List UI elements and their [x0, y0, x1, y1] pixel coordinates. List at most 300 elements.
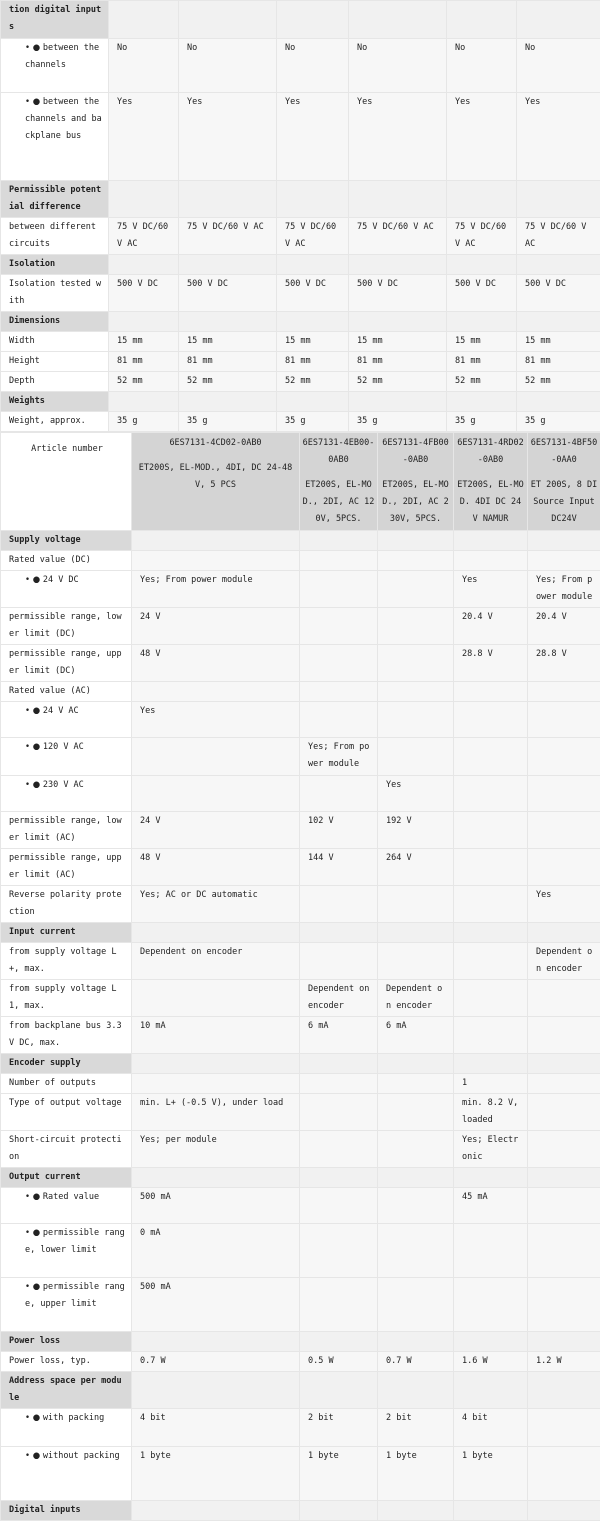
spec-value: 1 byte [454, 1447, 528, 1501]
spec-value: 144 V [300, 849, 378, 886]
spec-value: Yes [517, 93, 600, 181]
spec-label: • ● with packing [1, 1409, 132, 1447]
spec-label: from supply voltage L+, max. [1, 943, 132, 980]
section-row [1, 1332, 600, 1352]
spec-value: 35 g [109, 412, 179, 432]
spec-value: 35 g [277, 412, 349, 432]
spec-value [300, 1224, 378, 1278]
spec-value [454, 682, 528, 702]
section-fill-cell [378, 1332, 454, 1352]
section-fill-cell [378, 1054, 454, 1074]
spec-value: No [179, 39, 277, 93]
section-heading: Permissible potential difference [1, 181, 109, 218]
spec-value [300, 1131, 378, 1168]
section-fill-cell [277, 255, 349, 275]
section-fill-cell [109, 312, 179, 332]
spec-label: • ● permissible range, lower limit [1, 1224, 132, 1278]
spec-value [454, 886, 528, 923]
spec-label: permissible range, lower limit (AC) [1, 812, 132, 849]
bullet-icon [25, 1192, 43, 1202]
spec-row [1, 352, 600, 372]
section-fill-cell [528, 1332, 600, 1352]
spec-value [378, 1278, 454, 1332]
section-fill-cell [300, 1332, 378, 1352]
section-fill-cell [109, 181, 179, 218]
spec-value: 2 bit [378, 1409, 454, 1447]
article-description: ET200S, EL-MOD. 4DI DC 24 V NAMUR [456, 477, 525, 528]
section-fill-cell [179, 181, 277, 218]
article-column-header [528, 433, 600, 531]
bullet-icon [25, 575, 43, 585]
section-fill-cell [454, 1372, 528, 1409]
spec-value: 15 mm [349, 332, 447, 352]
spec-value: 0.5 W [300, 1352, 378, 1372]
spec-row [1, 776, 600, 812]
spec-value: Yes; Electronic [454, 1131, 528, 1168]
spec-value: 24 V [132, 812, 300, 849]
spec-label: permissible range, lower limit (DC) [1, 608, 132, 645]
spec-value [528, 812, 600, 849]
spec-value [300, 551, 378, 571]
spec-value: Yes [349, 93, 447, 181]
spec-value: 15 mm [447, 332, 517, 352]
section-heading: Address space per module [1, 1372, 132, 1409]
spec-value: 4 bit [132, 1409, 300, 1447]
section-fill-cell [517, 1, 600, 39]
section-fill-cell [132, 923, 300, 943]
spec-value [528, 776, 600, 812]
section-row [1, 181, 600, 218]
bullet-icon [25, 1413, 43, 1423]
section-heading: Output current [1, 1168, 132, 1188]
spec-value: 192 V [378, 812, 454, 849]
spec-value [132, 980, 300, 1017]
spec-label: Number of outputs [1, 1074, 132, 1094]
spec-value [528, 1447, 600, 1501]
bullet-icon [25, 1451, 43, 1461]
spec-value: 81 mm [349, 352, 447, 372]
section-fill-cell [132, 1372, 300, 1409]
section-fill-cell [179, 1, 277, 39]
section-fill-cell [378, 1168, 454, 1188]
spec-value [300, 886, 378, 923]
section-fill-cell [349, 1, 447, 39]
section-fill-cell [349, 181, 447, 218]
spec-label: • ● between the channels and backplane bus [1, 93, 109, 181]
section-row [1, 1054, 600, 1074]
spec-value: min. L+ (-0.5 V), under load [132, 1094, 300, 1131]
spec-value [528, 738, 600, 776]
spec-label: Rated value (DC) [1, 551, 132, 571]
section-row [1, 923, 600, 943]
spec-value: 35 g [179, 412, 277, 432]
spec-value: 2 bit [300, 1409, 378, 1447]
section-fill-cell [528, 1501, 600, 1521]
spec-value: 102 V [300, 812, 378, 849]
spec-value [300, 1188, 378, 1224]
spec-value [300, 702, 378, 738]
spec-value [300, 776, 378, 812]
spec-value: 48 V [132, 645, 300, 682]
spec-value: No [517, 39, 600, 93]
spec-value: 81 mm [277, 352, 349, 372]
spec-label: Power loss, typ. [1, 1352, 132, 1372]
section-fill-cell [300, 1054, 378, 1074]
spec-value: Dependent on encoder [300, 980, 378, 1017]
spec-value: 10 mA [132, 1017, 300, 1054]
section-row [1, 392, 600, 412]
section-fill-cell [132, 1332, 300, 1352]
spec-label: Width [1, 332, 109, 352]
spec-value [378, 571, 454, 608]
spec-value [454, 812, 528, 849]
bullet-icon [25, 43, 43, 53]
spec-value: No [109, 39, 179, 93]
section-fill-cell [132, 1501, 300, 1521]
spec-value [454, 702, 528, 738]
spec-value: 6 mA [300, 1017, 378, 1054]
spec-value: 52 mm [179, 372, 277, 392]
spec-value: 81 mm [517, 352, 600, 372]
spec-value: 500 mA [132, 1278, 300, 1332]
spec-row [1, 702, 600, 738]
spec-value: 500 V DC [277, 275, 349, 312]
spec-value [528, 1188, 600, 1224]
spec-value: 52 mm [277, 372, 349, 392]
section-fill-cell [277, 1, 349, 39]
spec-value [454, 849, 528, 886]
spec-value [528, 1017, 600, 1054]
spec-row [1, 980, 600, 1017]
spec-value: 500 V DC [517, 275, 600, 312]
spec-value [378, 886, 454, 923]
spec-row [1, 943, 600, 980]
spec-value: 81 mm [179, 352, 277, 372]
section-heading: Dimensions [1, 312, 109, 332]
spec-value: 6 mA [378, 1017, 454, 1054]
spec-value: 1 byte [378, 1447, 454, 1501]
spec-value [300, 645, 378, 682]
bullet-icon [25, 1228, 43, 1238]
spec-value [378, 702, 454, 738]
spec-value: 15 mm [179, 332, 277, 352]
bullet-icon [25, 97, 43, 107]
spec-value: Yes; per module [132, 1131, 300, 1168]
spec-row [1, 608, 600, 645]
section-fill-cell [378, 1372, 454, 1409]
spec-value: 35 g [517, 412, 600, 432]
section-fill-cell [447, 255, 517, 275]
spec-value [528, 1278, 600, 1332]
section-fill-cell [447, 392, 517, 412]
section-fill-cell [454, 1501, 528, 1521]
section-fill-cell [132, 1054, 300, 1074]
section-fill-cell [528, 531, 600, 551]
spec-value: 75 V DC/60 V AC [517, 218, 600, 255]
spec-value [454, 943, 528, 980]
article-column-header [378, 433, 454, 531]
spec-value: 28.8 V [528, 645, 600, 682]
spec-value: 75 V DC/60 V AC [179, 218, 277, 255]
section-fill-cell [277, 181, 349, 218]
section-fill-cell [528, 1168, 600, 1188]
spec-row [1, 1188, 600, 1224]
spec-row [1, 1447, 600, 1501]
section-row [1, 255, 600, 275]
spec-value [300, 1094, 378, 1131]
spec-value: 1 [454, 1074, 528, 1094]
spec-value [528, 1094, 600, 1131]
section-fill-cell [109, 392, 179, 412]
section-heading: Digital inputs [1, 1501, 132, 1521]
section-fill-cell [277, 392, 349, 412]
spec-value [528, 702, 600, 738]
spec-label: • ● between the channels [1, 39, 109, 93]
spec-value: 24 V [132, 608, 300, 645]
spec-value [454, 1017, 528, 1054]
section-fill-cell [109, 1, 179, 39]
spec-label: permissible range, upper limit (DC) [1, 645, 132, 682]
section-fill-cell [447, 312, 517, 332]
article-number-label: Article number [1, 433, 132, 531]
spec-row [1, 571, 600, 608]
section-fill-cell [517, 312, 600, 332]
spec-value: No [349, 39, 447, 93]
spec-value: min. 8.2 V, loaded [454, 1094, 528, 1131]
spec-row [1, 93, 600, 181]
spec-value: 48 V [132, 849, 300, 886]
spec-value: 81 mm [447, 352, 517, 372]
spec-value: Yes [109, 93, 179, 181]
spec-label: Reverse polarity protection [1, 886, 132, 923]
spec-label: • ● 24 V DC [1, 571, 132, 608]
spec-value: No [277, 39, 349, 93]
section-fill-cell [454, 1168, 528, 1188]
spec-label: Depth [1, 372, 109, 392]
spec-value: 1 byte [300, 1447, 378, 1501]
section-fill-cell [378, 1501, 454, 1521]
spec-label: • ● 120 V AC [1, 738, 132, 776]
section-fill-cell [517, 255, 600, 275]
spec-label: permissible range, upper limit (AC) [1, 849, 132, 886]
section-fill-cell [277, 312, 349, 332]
spec-row [1, 1278, 600, 1332]
section-fill-cell [517, 181, 600, 218]
spec-value [528, 682, 600, 702]
spec-value: Dependent on encoder [528, 943, 600, 980]
spec-row [1, 551, 600, 571]
spec-row [1, 682, 600, 702]
section-heading: Encoder supply [1, 1054, 132, 1074]
section-heading: Input current [1, 923, 132, 943]
section-row [1, 531, 600, 551]
spec-value [528, 980, 600, 1017]
section-fill-cell [300, 1168, 378, 1188]
spec-label: Type of output voltage [1, 1094, 132, 1131]
spec-value: 500 V DC [349, 275, 447, 312]
section-row [1, 1168, 600, 1188]
article-description: ET200S, EL-MOD., 2DI, AC 120V, 5PCS. [302, 477, 375, 528]
spec-value [528, 849, 600, 886]
spec-value [454, 551, 528, 571]
spec-label: • ● Rated value [1, 1188, 132, 1224]
spec-value [378, 645, 454, 682]
spec-value [528, 551, 600, 571]
section-heading: tion digital inputs [1, 1, 109, 39]
section-fill-cell [447, 181, 517, 218]
spec-value: 1.6 W [454, 1352, 528, 1372]
section-fill-cell [349, 392, 447, 412]
spec-value: Yes [132, 702, 300, 738]
spec-value [378, 1188, 454, 1224]
section-fill-cell [300, 923, 378, 943]
section-row [1, 1, 600, 39]
spec-value: 20.4 V [528, 608, 600, 645]
spec-value [454, 980, 528, 1017]
spec-table-main [0, 432, 600, 1521]
spec-value: Dependent on encoder [378, 980, 454, 1017]
spec-value [132, 738, 300, 776]
section-row [1, 1372, 600, 1409]
spec-value: Yes [378, 776, 454, 812]
spec-value [378, 1094, 454, 1131]
spec-value: 15 mm [109, 332, 179, 352]
spec-value [528, 1074, 600, 1094]
section-fill-cell [349, 255, 447, 275]
spec-value: 1.2 W [528, 1352, 600, 1372]
section-fill-cell [179, 392, 277, 412]
spec-label: Short-circuit protection [1, 1131, 132, 1168]
spec-value: 35 g [447, 412, 517, 432]
section-fill-cell [109, 255, 179, 275]
spec-value: Yes [454, 571, 528, 608]
spec-value [378, 1131, 454, 1168]
spec-row [1, 1131, 600, 1168]
bullet-icon [25, 780, 43, 790]
bullet-icon [25, 706, 43, 716]
spec-value: 75 V DC/60 V AC [447, 218, 517, 255]
spec-value: 264 V [378, 849, 454, 886]
spec-value [528, 1224, 600, 1278]
spec-value: Yes [179, 93, 277, 181]
spec-row [1, 1352, 600, 1372]
section-fill-cell [132, 1168, 300, 1188]
section-heading: Power loss [1, 1332, 132, 1352]
spec-value: 0.7 W [132, 1352, 300, 1372]
spec-value [454, 1278, 528, 1332]
section-fill-cell [300, 1372, 378, 1409]
spec-value [300, 608, 378, 645]
spec-row [1, 1017, 600, 1054]
spec-row [1, 1409, 600, 1447]
spec-row [1, 1074, 600, 1094]
spec-label: Isolation tested with [1, 275, 109, 312]
spec-value: 52 mm [109, 372, 179, 392]
section-row [1, 1501, 600, 1521]
spec-value: Yes; From power module [300, 738, 378, 776]
section-fill-cell [132, 531, 300, 551]
section-fill-cell [300, 531, 378, 551]
spec-label: from supply voltage L1, max. [1, 980, 132, 1017]
spec-value [132, 682, 300, 702]
article-code: 6ES7131-4CD02-0AB0 [134, 435, 297, 452]
spec-value [454, 738, 528, 776]
section-heading: Supply voltage [1, 531, 132, 551]
section-fill-cell [179, 312, 277, 332]
spec-value [378, 1074, 454, 1094]
spec-value [300, 1074, 378, 1094]
spec-value: Yes [277, 93, 349, 181]
spec-value: Yes; From power module [528, 571, 600, 608]
spec-label: from backplane bus 3.3 V DC, max. [1, 1017, 132, 1054]
article-description: ET 200S, 8 DI Source Input DC24V [530, 477, 598, 528]
spec-value: 20.4 V [454, 608, 528, 645]
spec-value: 15 mm [277, 332, 349, 352]
spec-value: 15 mm [517, 332, 600, 352]
article-column-header [300, 433, 378, 531]
spec-value: Dependent on encoder [132, 943, 300, 980]
spec-value: 75 V DC/60 V AC [277, 218, 349, 255]
spec-row [1, 645, 600, 682]
spec-value: Yes; From power module [132, 571, 300, 608]
spec-value [132, 551, 300, 571]
spec-row [1, 412, 600, 432]
spec-value: 1 byte [132, 1447, 300, 1501]
section-fill-cell [447, 1, 517, 39]
spec-label: • ● 230 V AC [1, 776, 132, 812]
section-fill-cell [454, 531, 528, 551]
spec-value: No [447, 39, 517, 93]
spec-value [378, 608, 454, 645]
article-code: 6ES7131-4EB00-0AB0 [302, 435, 375, 469]
spec-value [528, 1409, 600, 1447]
section-heading: Isolation [1, 255, 109, 275]
spec-value: 35 g [349, 412, 447, 432]
article-description: ET200S, EL-MOD., 2DI, AC 230V, 5PCS. [380, 477, 451, 528]
spec-value [378, 551, 454, 571]
spec-value [378, 738, 454, 776]
spec-value: 0.7 W [378, 1352, 454, 1372]
spec-value: 52 mm [517, 372, 600, 392]
spec-value [378, 682, 454, 702]
spec-value: 75 V DC/60 V AC [109, 218, 179, 255]
section-fill-cell [528, 1054, 600, 1074]
spec-value [300, 682, 378, 702]
spec-table-top [0, 0, 600, 432]
spec-row [1, 1224, 600, 1278]
section-fill-cell [454, 1332, 528, 1352]
article-header-row [1, 433, 600, 531]
section-heading: Weights [1, 392, 109, 412]
section-fill-cell [179, 255, 277, 275]
spec-value: 500 V DC [179, 275, 277, 312]
spec-value: 81 mm [109, 352, 179, 372]
spec-row [1, 39, 600, 93]
article-code: 6ES7131-4FB00-0AB0 [380, 435, 451, 469]
section-fill-cell [300, 1501, 378, 1521]
article-description: ET200S, EL-MOD., 4DI, DC 24-48 V, 5 PCS [134, 460, 297, 494]
spec-row [1, 1094, 600, 1131]
bullet-icon [25, 1282, 43, 1292]
spec-row [1, 738, 600, 776]
spec-value [378, 1224, 454, 1278]
spec-value: 75 V DC/60 V AC [349, 218, 447, 255]
spec-value: 28.8 V [454, 645, 528, 682]
spec-value: 52 mm [447, 372, 517, 392]
spec-value [378, 943, 454, 980]
spec-row [1, 812, 600, 849]
section-fill-cell [378, 923, 454, 943]
